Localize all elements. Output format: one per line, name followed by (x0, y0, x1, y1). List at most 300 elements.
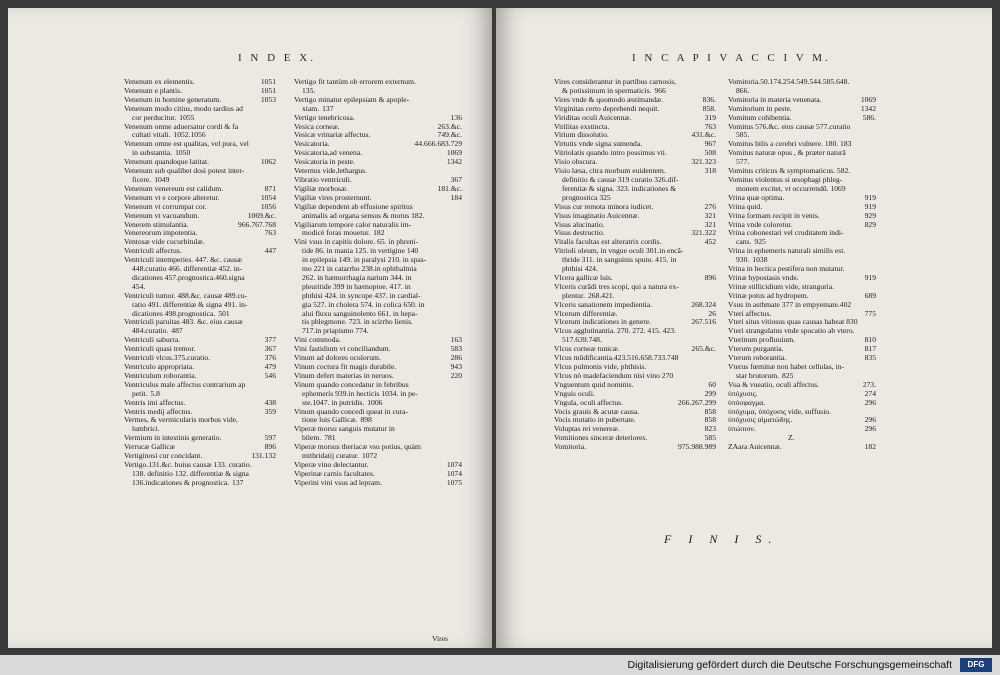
index-entry (728, 203, 876, 212)
index-entry-page: 1050 (175, 148, 191, 158)
index-entry-page: 296 (864, 397, 876, 407)
index-entry-page: 775 (864, 308, 876, 318)
index-entry-term: Venenum venereum est calidum. (124, 184, 224, 193)
index-entry (554, 443, 716, 452)
index-entry-term: Vermes, & vermicularis morbus vide, (124, 416, 238, 425)
index-entry-page: 44.666.683.729 (414, 139, 462, 149)
index-entry-page: 26 (708, 308, 716, 318)
index-entry-page: 966 (654, 85, 666, 95)
index-entry (294, 176, 462, 185)
index-entry (124, 434, 276, 443)
index-entry (554, 354, 716, 363)
index-entry (728, 390, 876, 399)
index-entry-page: 321 (704, 219, 716, 229)
index-entry-term: Vigiliæ dependent ab effusione spiritus (294, 202, 413, 211)
index-entry (728, 301, 876, 310)
index-entry-term: Vterum roborantia. (728, 354, 787, 363)
index-entry-page: 367 (264, 344, 276, 354)
index-entry (294, 185, 462, 194)
index-entry-term: Ventriculo appropriata. (124, 363, 195, 371)
index-entry-term: Vini vsus in capitis dolore. 65. in phreni- (294, 238, 419, 247)
index-entry-term: Vlcerum indicationes in genere. (554, 318, 651, 327)
index-entry-page: 943 (450, 362, 462, 371)
index-entry-page: 1038 (752, 255, 768, 265)
index-entry-page: 274 (864, 388, 876, 398)
index-entry-term: Vigiliæ morbosæ. (294, 184, 348, 193)
index-entry-term: Vomitorium in peste. (728, 104, 792, 113)
index-entry (124, 336, 276, 345)
index-entry (554, 363, 716, 372)
index-entry-page: 1053 (260, 94, 276, 104)
index-entry-page: 263.&c. (437, 121, 462, 131)
index-entry (294, 327, 462, 336)
index-entry-page: 896 (264, 442, 276, 452)
index-entry-term: in epilepsia 149. in paralysi 210. in spas- (302, 255, 427, 265)
index-entry-term: Vires considerantur in partibus carnosis, (554, 78, 677, 86)
index-entry-term: 930. (736, 255, 750, 265)
index-entry-term: Vesicatoria in peste. (294, 158, 355, 167)
index-entry (728, 310, 876, 319)
index-entry-term: 585. (736, 130, 750, 140)
index-entry-term: Viperæ vino delectantur. (294, 460, 369, 469)
index-entry-term: Ventriculum roborantia. (124, 371, 197, 380)
index-entry-term: Vertigo.131.&c. huius causæ 133. curatio. (124, 460, 252, 469)
index-entry-term: Verrucæ Gallicæ (124, 443, 175, 452)
index-entry-term: Vrina cohonestari vel cruditatem indi- (728, 229, 844, 238)
index-entry-page: 781 (324, 433, 336, 443)
index-entry-term: Vrina quid. (728, 202, 763, 211)
index-entry-term: Vertigo minatur epilepsiam & apople- (294, 95, 410, 104)
index-entry-term: definitio & causæ 319 curatio 326.dif- (562, 174, 679, 184)
index-entry-term: Vigiliarum tempore calor naturalis im- (294, 220, 412, 229)
index-entry-term: Vngula, oculi affectus. (554, 398, 624, 407)
index-entry (294, 149, 462, 158)
index-entry-page: 1051 (260, 85, 276, 95)
index-entry-page: 919 (864, 192, 876, 202)
index-entry (124, 158, 276, 167)
index-entry-term: Ventriculi saburra. (124, 336, 181, 345)
index-entry-page: 896 (704, 272, 716, 282)
index-entry-term: Vrina in hectica pestifera non mutatur. (728, 265, 845, 274)
index-entry-term: Vitrioli oleum, in vngue oculi 301.in encā- (554, 247, 684, 256)
index-entry-page: 321.322 (691, 228, 716, 238)
index-entry (728, 443, 876, 452)
index-entry-page: 136 (450, 112, 462, 122)
index-entry-term: 136.indicationes & prognostica. (132, 477, 230, 487)
index-entry-page: 1072 (361, 451, 378, 461)
index-entry (728, 399, 876, 408)
index-entry (728, 256, 876, 265)
index-entry-term: Veternus vide,lethargus. (294, 167, 368, 176)
index-entry (294, 461, 462, 470)
index-entry-page: 836. (702, 94, 716, 104)
index-entry-term: ὑπόχυμα, ὑπόχυσις vide, suffusio. (728, 407, 832, 416)
index-entry-page: 829 (864, 219, 876, 229)
index-entry-term: Vinum defert materias in neruos. (294, 371, 394, 380)
index-entry-page: 583 (450, 344, 462, 354)
index-entry (124, 176, 276, 185)
index-entry (294, 354, 462, 363)
index-entry-term: Virium dissolutio. (554, 131, 609, 140)
index-entry (124, 114, 276, 123)
index-entry-term: Venenum vt vacuandum. (124, 211, 200, 220)
catchword: Vires (432, 634, 448, 643)
index-entry-term: Vomitus naturæ opus , & præter naturā (728, 149, 846, 158)
index-entry (294, 416, 462, 425)
index-entry-term: Venenum omne aduersatur cordi & fa (124, 122, 239, 131)
index-entry (728, 345, 876, 354)
index-entry (124, 408, 276, 417)
index-entry-term: Vnguis oculi. (554, 389, 595, 398)
index-entry-term: prognostica 325 (562, 192, 611, 202)
index-entry-page: 1049 (154, 174, 170, 184)
index-entry (728, 292, 876, 301)
index-entry-term: ste.1047. in putridis. (302, 397, 365, 407)
index-entry-term: Virilitas exstincta. (554, 122, 610, 131)
index-entry-page: 810 (864, 335, 876, 345)
index-entry-term: Venenum e plantis. (124, 86, 182, 95)
index-entry (728, 265, 876, 274)
index-entry (124, 310, 276, 319)
index-entry (728, 318, 876, 327)
index-entry-page: 1069 (860, 94, 876, 104)
index-entry (554, 345, 716, 354)
index-entry-term: ὑπόσφαγμα. (728, 398, 766, 407)
index-entry-term: Ventriculi affectus. (124, 247, 182, 256)
index-entry-term: thride 311. in sanguinis sputo. 415. in (562, 255, 677, 265)
index-entry-term: phthisi 424. (562, 264, 598, 274)
index-entry (294, 470, 462, 479)
index-entry-page: 184 (450, 192, 462, 202)
index-entry (728, 185, 876, 194)
index-entry-term: petit. (132, 388, 148, 398)
index-entry (124, 149, 276, 158)
index-entry-term: cor perducitur. (132, 112, 177, 122)
index-entry-page: 299 (704, 388, 716, 398)
index-entry (554, 203, 716, 212)
index-entry (554, 425, 716, 434)
index-entry (124, 247, 276, 256)
index-entry-page: 296 (864, 424, 876, 434)
index-entry-page: 265.&c. (691, 344, 716, 354)
index-entry-term: dicationes 457.prognostica.460.signa (132, 272, 245, 282)
index-entry-term: Vesica corneæ. (294, 122, 340, 131)
index-entry-page: 871 (264, 183, 276, 193)
index-entry-page: 508 (704, 148, 716, 158)
index-entry-term: Visus cur remota minora iudicet. (554, 202, 654, 211)
index-entry-term: Ventriculi quasi tremor. (124, 345, 196, 354)
index-entry-term: xiam. (302, 103, 320, 113)
index-entry (728, 149, 876, 158)
index-entry-term: Vesicatoria. (294, 140, 330, 149)
index-entry (554, 158, 716, 167)
index-entry-term: Vlcus corneæ tunicæ. (554, 345, 620, 354)
index-entry-term: Vnguentum quid nominis. (554, 380, 634, 389)
index-entry (294, 479, 462, 488)
index-entry-page: 377 (264, 335, 276, 345)
index-entry-term: plentur. (562, 290, 585, 300)
index-entry-term: tide 86. in mania 125. in vertigine 140 (302, 246, 419, 256)
index-entry (124, 96, 276, 105)
index-entry-term: pleuritide 399 in hæmoptoe. 417. in (302, 281, 411, 291)
index-entry-term: Vigiliæ vires prosternunt. (294, 193, 372, 202)
index-entry-term: Vibratio ventriculi. (294, 175, 352, 184)
index-entry-page: 966.767.768 (238, 219, 276, 229)
index-entry (294, 345, 462, 354)
index-entry-page: 501 (218, 308, 230, 318)
right-page (496, 8, 992, 648)
index-entry-term: Vlcus mūdificantia.423.516.658.733.748 (554, 354, 679, 363)
index-entry-page: 319 (704, 112, 716, 122)
index-entry-term: tis phlegmone. 723. in scirrho lienis. (302, 317, 413, 327)
index-entry (554, 318, 716, 327)
index-entry-term: ficere. (132, 174, 152, 184)
index-entry (124, 229, 276, 238)
index-entry-term: Vermium in intestinis generatio. (124, 434, 222, 443)
index-entry-page: 268.324 (691, 299, 716, 309)
index-entry-term: dicationes 498.prognostica. (132, 308, 216, 318)
index-entry-page: 182 (373, 228, 385, 238)
index-column-left-1 (124, 78, 276, 488)
index-entry-page: 276 (704, 201, 716, 211)
index-entry (124, 87, 276, 96)
index-entry (728, 131, 876, 140)
index-entry-page: 1074 (446, 459, 462, 469)
index-entry-page: 367 (450, 174, 462, 184)
index-entry-page: 182 (864, 442, 876, 452)
index-entry-term: Vocis grauis & acutæ causa. (554, 407, 640, 416)
index-entry-term: Ventriculus male affectus contrarium ap (124, 380, 246, 389)
index-entry-term: gia 527. in cholera 574. in colica 650. in (302, 299, 425, 309)
index-entry-page: 60 (708, 379, 716, 389)
index-entry (294, 434, 462, 443)
index-entry-term: Venenum in homine generatum. (124, 95, 222, 104)
index-entry-term: Vomitus criticus & symptomaticus. 582. (728, 167, 851, 176)
index-entry-page: 321 (704, 210, 716, 220)
index-entry-page: 919 (864, 201, 876, 211)
index-entry (554, 408, 716, 417)
index-entry-term: 866. (736, 85, 750, 95)
index-entry-page: 967 (704, 139, 716, 149)
index-entry-term: phthisi 424. in syncope 437. in cardial- (302, 290, 421, 300)
index-entry-term: Vertigo fit tantùm ob errorem externum. (294, 78, 416, 86)
index-entry-term: Ventris medij affectus. (124, 407, 193, 416)
index-entry-page: 1069.&c. (247, 210, 276, 220)
index-entry-term: Vrinæ potus ad hydropem. (728, 291, 809, 300)
index-entry-term: Z. (788, 434, 795, 443)
index-entry-page: 975.988.989 (678, 442, 716, 452)
index-entry-page: 438 (264, 397, 276, 407)
index-entry-page: 1074 (446, 468, 462, 478)
index-entry-page: 919 (864, 272, 876, 282)
index-entry (554, 96, 716, 105)
index-entry-term: Ventris imi affectus. (124, 398, 186, 407)
index-entry-term: ratio 491. differentiæ & signa 491. in- (132, 299, 248, 309)
index-entry-term: ZAara Auicennæ. (728, 443, 782, 452)
index-entry-page: 898 (360, 415, 372, 425)
index-entry (124, 452, 276, 461)
index-entry-term: alui fluxu sanguinolento 661. in hepa- (302, 308, 418, 318)
index-entry-term: Ventosæ vide cucurbitulæ. (124, 238, 205, 247)
index-entry (728, 434, 876, 443)
index-entry-term: Venenum omne est qualitas, vel pura, vel (124, 140, 249, 149)
index-entry-page: 5.8 (150, 388, 160, 398)
index-entry-term: Visus destructio. (554, 229, 605, 238)
index-entry-term: ὑπώπιον. (728, 425, 756, 434)
index-entry (554, 301, 716, 310)
index-entry-term: star brutorum. (736, 370, 780, 380)
index-entry (554, 238, 716, 247)
index-entry-term: Vomitoria.50.174.254.549.544.585.648. (728, 78, 850, 86)
index-entry-page: 925 (754, 237, 766, 247)
index-entry-page: 763 (264, 228, 276, 238)
index-entry-term: Voluptas rei venereæ. (554, 425, 620, 434)
index-entry-term: ferentiæ & signa. 323. indicationes & (562, 183, 677, 193)
index-entry-page: 835 (864, 353, 876, 363)
index-entry (124, 131, 276, 140)
index-entry (294, 363, 462, 372)
index-entry (124, 327, 276, 336)
index-entry-term: Venerem stimulantia. (124, 220, 189, 229)
index-entry-term: Venenum vt e corpore alteretur. (124, 193, 220, 202)
index-entry-term: 717.in priapismo 774. (302, 326, 369, 336)
index-entry-term: Vterinum profluuium. (728, 336, 796, 345)
index-entry-term: in substantia. (132, 148, 173, 158)
index-entry (294, 229, 462, 238)
index-entry-term: Ventriculi vlcus.375.curatio. (124, 354, 211, 363)
index-entry-page: 479 (264, 362, 276, 371)
index-entry-term: 138. definitio 132. differentiæ & signa (132, 468, 249, 478)
index-entry-term: Vinum quando concedatur in febribus (294, 380, 409, 389)
index-entry (124, 185, 276, 194)
index-entry-page: 763 (704, 121, 716, 131)
index-entry-page: 585 (704, 433, 716, 443)
index-entry-term: Vlceris curādi tres scopi, qui a natura ex- (554, 282, 679, 291)
index-entry-term: Vlcus pulmonis vide, phthisis. (554, 363, 647, 371)
index-entry-page: 220 (450, 370, 462, 380)
index-entry-term: Vlceris sanationem impedientia. (554, 300, 653, 309)
index-entry-term: Vlcerum differentiæ. (554, 309, 618, 318)
index-entry-page: 268.421. (588, 290, 615, 300)
index-entry-term: ὑπόχυσις. (728, 389, 758, 398)
index-entry-term: Venenum vt corrumpat cor. (124, 202, 207, 211)
index-entry-term: modicè foras mouetur. (302, 228, 371, 238)
index-entry-term: Visus alucinatio. (554, 220, 605, 229)
index-entry-page: 1056 (260, 201, 276, 211)
index-entry-page: 1342 (860, 103, 876, 113)
footer-bar (0, 655, 1000, 675)
index-entry-term: & potissimum in spermaticis. (562, 85, 652, 95)
index-entry-term: Venenum modo citius, modo tardius ad (124, 104, 243, 113)
index-entry-term: Vesicæ vrinariæ affectus. (294, 131, 371, 140)
running-head-right: I N C A P I V A C C I V M. (632, 52, 831, 64)
index-entry-term: Visio læsa, citra morbum euidentem. (554, 167, 666, 176)
index-entry (728, 425, 876, 434)
index-entry (728, 381, 876, 390)
index-entry-term: animalis ad organa sensus & motus 182. (302, 210, 425, 220)
index-entry-term: Vomitus 576.&c. eius causæ 577.curatio (728, 122, 851, 131)
index-entry-term: Vomitus bilis a cerebri vulnere. 180. 183 (728, 140, 852, 149)
index-entry (728, 416, 876, 425)
index-entry-page: 431.&c. (691, 130, 716, 140)
index-entry-term: Vrina formam recipit in venis. (728, 211, 820, 220)
index-entry (124, 221, 276, 230)
index-entry (124, 194, 276, 203)
index-entry (728, 167, 876, 176)
index-entry (294, 452, 462, 461)
index-column-right-2 (728, 78, 876, 452)
index-entry (294, 372, 462, 381)
index-entry-term: Vteri situs vitiosus quas causas habeat 830 (728, 318, 858, 327)
index-entry (554, 265, 716, 274)
index-entry (124, 78, 276, 87)
index-entry (554, 229, 716, 238)
index-entry-page: 487 (171, 326, 183, 336)
index-entry-term: Visio obscura. (554, 158, 598, 167)
index-entry (554, 381, 716, 390)
index-entry-page: 823 (704, 424, 716, 434)
index-entry-term: 577. (736, 157, 750, 167)
index-entry-page: 597 (264, 433, 276, 443)
index-entry-page: 1052.1056 (173, 130, 206, 140)
index-entry (124, 399, 276, 408)
index-entry (554, 131, 716, 140)
index-entry-page: 1006 (367, 397, 383, 407)
index-entry-term: Venenum ex elementis. (124, 78, 195, 86)
index-entry-term: tione luis Gallicæ. (302, 415, 358, 425)
index-entry-term: Vires vnde & quomodo æstimandæ. (554, 95, 664, 104)
index-entry-term: bilem. (302, 433, 322, 443)
index-entry (554, 416, 716, 425)
index-entry (294, 399, 462, 408)
index-entry-page: 321.323 (691, 157, 716, 167)
index-entry (294, 87, 462, 96)
index-column-right-1 (554, 78, 716, 452)
index-entry-page: 376 (264, 353, 276, 363)
index-entry-term: lumbrici. (132, 424, 160, 434)
index-entry-term: Vsus in asthmate 377 in empyemate.402 (728, 300, 852, 309)
index-entry (728, 105, 876, 114)
index-entry-term: Viperæ morsus theriacæ vsu potius, quàm (294, 443, 421, 452)
index-entry-term: Vinum ad dolores oculorum. (294, 354, 381, 363)
index-entry-page: 131.132 (251, 451, 276, 461)
index-entry-term: Vertiginosi cur concidant. (124, 452, 203, 461)
index-entry (554, 399, 716, 408)
index-entry-term: Vini fastidium vt conciliandum. (294, 345, 391, 354)
index-entry-page: 452 (704, 237, 716, 247)
index-entry-term: cans. (736, 237, 752, 247)
index-entry (728, 114, 876, 123)
index-entry-term: Venereorum impotentia. (124, 229, 198, 238)
left-page (8, 8, 492, 648)
index-entry-term: cultati vitali. (132, 130, 171, 140)
index-entry-page: 137 (322, 103, 334, 113)
index-entry (124, 345, 276, 354)
index-entry (124, 274, 276, 283)
index-entry (728, 158, 876, 167)
index-entry (124, 354, 276, 363)
index-entry-page: 858. (702, 103, 716, 113)
index-entry-term: ephemeris 939.in hecticis 1034. in pe- (302, 388, 418, 398)
index-entry-term: Vertigo tenebricosa. (294, 113, 355, 122)
index-entry-term: Vitalis facultas est alteratrix cordis. (554, 238, 662, 247)
index-entry-page: 1055 (179, 112, 195, 122)
index-entry-page: 273. (862, 379, 876, 389)
index-entry (294, 105, 462, 114)
index-entry-term: Vterum purgantia. (728, 345, 784, 354)
index-entry-term: 517.639.748. (562, 335, 602, 345)
running-head-left: I N D E X. (238, 52, 316, 64)
